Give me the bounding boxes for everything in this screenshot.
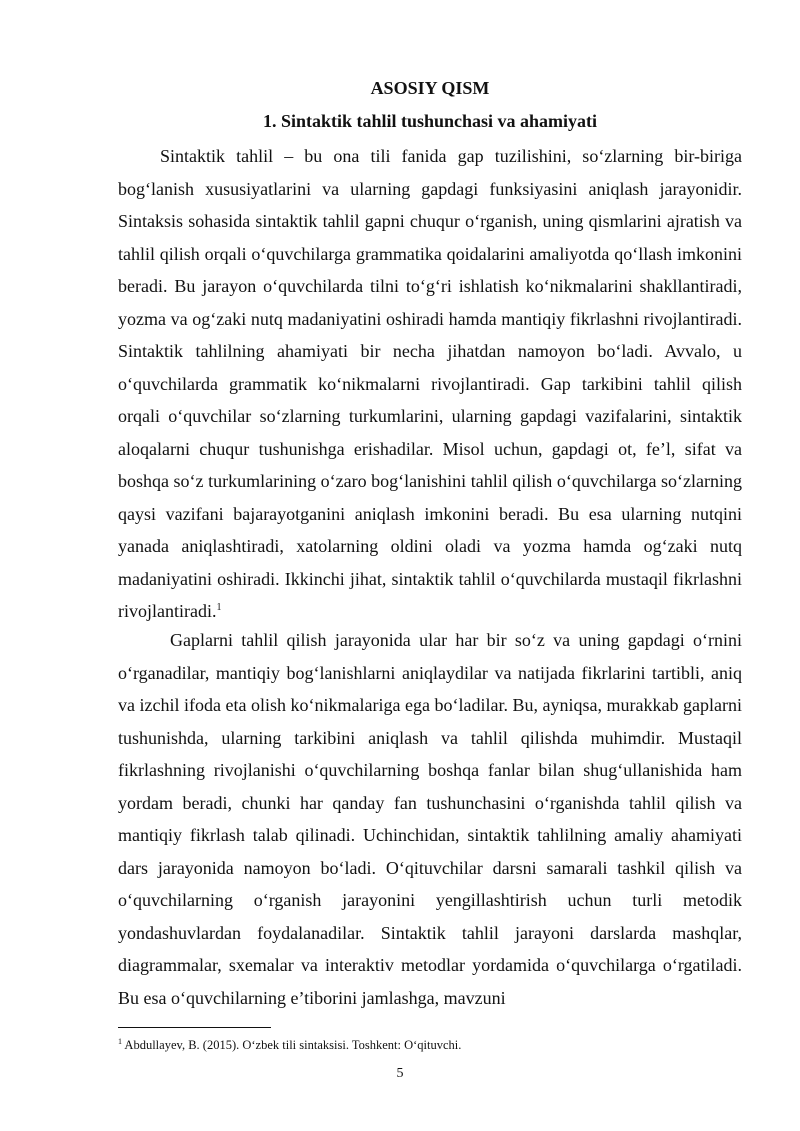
footnote-separator xyxy=(118,1027,271,1028)
section-title: ASOSIY QISM xyxy=(370,78,490,98)
footnote-reference[interactable]: 1 xyxy=(216,602,222,613)
footnote xyxy=(118,1037,742,1053)
paragraph-1-text: Sintaktik tahlil – bu ona tili fanida gap tuzilishini, so‘zlarning bir-biriga bog‘lanish xususiyatlarini va ularning gapdagi funksiyasini aniqlash jarayonidir. Sintaksis sohasida sintaktik tahlil gapni chuqur o‘rganish, uning qismlarini ajratish va tahlil qilish orqali o‘quvchilarga grammatika qoidalarini amaliyotda qo‘llash imkonini beradi. Bu jarayon o‘quvchilarda tilni to‘g‘ri ishlatish ko‘nikmalarini shakllantiradi, yozma va og‘zaki nutq madaniyatini oshiradi hamda mantiqiy fikrlashni rivojlantiradi. Sintaktik tahlilning ahamiyati bir necha jihatdan namoyon bo‘ladi. Avvalo, u o‘quvchilarda grammatik ko‘nikmalarni rivojlantiradi. Gap tarkibini tahlil qilish orqali o‘quvchilar so‘zlarning turkumlarini, ularning gapdagi vazifalarini, sintaktik aloqalarni chuqur tushunishga erishadilar. Misol uchun, gapdagi ot, fe’l, sifat va boshqa so‘z turkumlarining o‘zaro bog‘lanishini tahlil qilish o‘quvchilarga so‘zlarning qaysi vazifani bajarayotganini aniqlash imkonini beradi. Bu esa ularning nutqini yanada aniqlashtiradi, xatolarning oldini oladi va yozma hamda og‘zaki nutq madaniyatini oshiradi. Ikkinchi jihat, sintaktik tahlil o‘quvchilarda mustaqil fikrlashni rivojlantiradi. xyxy=(118,146,742,621)
body-paragraph-1 xyxy=(118,140,742,628)
page-number: 5 xyxy=(396,1066,404,1081)
body-paragraph-2 xyxy=(118,624,742,1014)
footnote-number: 1 xyxy=(118,1036,122,1046)
subsection-title: 1. Sintaktik tahlil tushunchasi va ahamiyati xyxy=(262,111,598,131)
footnote-text: Abdullayev, B. (2015). O‘zbek tili sintaksisi. Toshkent: O‘qituvchi. xyxy=(122,1038,462,1052)
paragraph-2-text: Gaplarni tahlil qilish jarayonida ular har bir so‘z va uning gapdagi o‘rnini o‘rganadilar, mantiqiy bog‘lanishlarni aniqlaydilar va natijada fikrlarini tartibli, aniq va izchil ifoda eta olish ko‘nikmalariga ega bo‘ladilar. Bu, ayniqsa, murakkab gaplarni tushunishda, ularning tarkibini aniqlash va tahlil qilishda muhimdir. Mustaqil fikrlashning rivojlanishi o‘quvchilarning boshqa fanlar bilan shug‘ullanishida ham yordam beradi, chunki har qanday fan tushunchasini o‘rganishda tahlil qilish va mantiqiy fikrlash talab qilinadi. Uchinchidan, sintaktik tahlilning amaliy ahamiyati dars jarayonida namoyon bo‘ladi. O‘qituvchilar darsni samarali tashkil qilish va o‘quvchilarning o‘rganish jarayonini yengillashtirish uchun turli metodik yondashuvlardan foydalanadilar. Sintaktik tahlil jarayoni darslarda mashqlar, diagrammalar, sxemalar va interaktiv metodlar yordamida o‘quvchilarga o‘rgatiladi. Bu esa o‘quvchilarning e’tiborini jamlashga, mavzuni xyxy=(118,630,742,1008)
